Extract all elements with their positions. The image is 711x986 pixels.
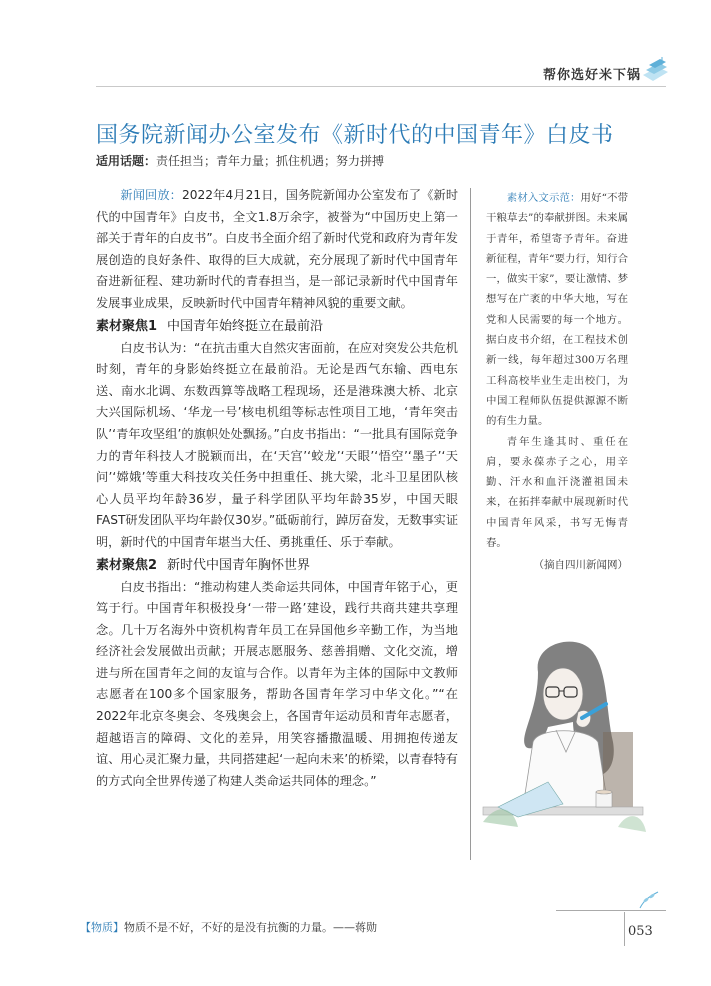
news-label: 新闻回放： [120, 188, 182, 202]
sidebar-label: 素材入文示范： [506, 192, 581, 204]
header-divider [96, 86, 666, 87]
focus1-paragraph: 白皮书认为：“在抗击重大自然灾害面前，在应对突发公共危机时刻，青年的身影始终挺立在最前沿。无论是西气东输、西电东送、南水北调、东数西算等战略工程现场，还是港珠澳大桥、北京大兴国际机场、‘华龙一号’核电机组等标志性项目工地，‘青年突击队’‘青年攻坚组’的旗帜处处飘扬。”白皮书指出：“一批具有国际竞争力的青年科技人才脱颖而出，在‘天宫’‘蛟龙’‘天眼’‘悟空’‘墨子’‘天问’‘嫦娥’等重大科技攻关任务中担重任、挑大梁，北斗卫星团队核心人员平均年龄36岁，量子科学团队平均年龄35岁，中国天眼FAST研发团队平均年龄仅30岁。”砥砺前行，踔厉奋发，无数事实证明，新时代的中国青年堪当大任、勇挑重任、乐于奉献。 [96, 340, 459, 549]
focus1-heading [96, 315, 458, 338]
topics-line [96, 152, 384, 169]
topics-label: 适用话题： [96, 154, 157, 168]
sidebar-column [486, 188, 628, 576]
footer-quote-text: 物质不是不好，不好的是没有抗衡的力量。——蒋勋 [124, 921, 377, 934]
footer-divider [556, 910, 666, 911]
topics-text: 责任担当；青年力量；抓住机遇；努力拼搏 [156, 154, 385, 168]
focus2-label: 素材聚焦2 [96, 557, 158, 573]
sidebar-text: 用好“不带干粮草去”的奉献拼图。未来属于青年，希望寄予青年。奋进新征程，青年“要力行，知行合一，做实干家”，要让激情、梦想写在广袤的中华大地，写在党和人民需要的每一个地方。据白皮书介绍，在工程技术创新一线，每年超过300万名理工科高校毕业生走出校门，为中国工程师队伍提供源源不断的有生力量。 [486, 192, 629, 428]
focus2-paragraph: 白皮书指出：“推动构建人类命运共同体，中国青年铭于心，更笃于行。中国青年积极投身‘一带一路’建设，践行共商共建共享理念。几十万名海外中资机构青年员工在异国他乡辛勤工作，为当地经济社会发展做出贡献；开展志愿服务、慈善捐赠、文化交流，增进与所在国青年之间的友谊与合作。以青年为主体的国际中文教师志愿者在100多个国家服务，帮助各国青年学习中华文化。”“在2022年北京冬奥会、冬残奥会上，各国青年运动员和青年志愿者，超越语言的障碍、文化的差异，用笑容播撒温暖、用拥抱传递友谊、用心灵汇聚力量，共同搭建起‘一起向未来’的桥梁，以青春特有的方式向全世界传递了构建人类命运共同体的理念。” [96, 579, 458, 788]
column-divider [470, 188, 471, 860]
sidebar-source: （摘自四川新闻网） [533, 559, 628, 572]
focus1-label: 素材聚焦1 [96, 318, 158, 334]
page-number: 053 [628, 924, 653, 939]
girl-reading-illustration [478, 632, 648, 862]
news-text: 2022年4月21日，国务院新闻办公室发布了《新时代的中国青年》白皮书，全文1.8万余字，被誉为“中国历史上第一部关于青年的白皮书”。白皮书全面介绍了新时代党和政府为青年发展创造的良好条件、取得的巨大成就，充分展现了新时代中国青年奋进新征程、建功新时代的青春担当，是一部记录新时代中国青年发展事业成果，反映新时代中国青年精神风貌的重要文献。 [96, 188, 459, 310]
leaf-sprig-icon [636, 890, 660, 910]
section-header: 帮你选好米下锅 [543, 68, 642, 83]
focus1-title: 中国青年始终挺立在最前沿 [167, 318, 324, 334]
article-title: 国务院新闻办公室发布《新时代的中国青年》白皮书 [96, 123, 614, 148]
focus2-heading [96, 554, 458, 577]
news-paragraph [96, 185, 458, 315]
sidebar-paragraph-2: 青年生逢其时、重任在肩，要永葆赤子之心，用辛勤、汗水和血汗浇灌祖国未来，在拓拌奉献中展现新时代中国青年风采，书写无悔青春。 [486, 435, 628, 550]
book-stack-icon [640, 55, 670, 85]
focus2-title: 新时代中国青年胸怀世界 [167, 557, 311, 573]
main-column [96, 185, 458, 792]
footer-tag: 【物质】 [80, 921, 124, 934]
page-number-divider [624, 912, 625, 946]
sidebar-paragraph [486, 188, 628, 432]
footer-quote [80, 919, 377, 935]
